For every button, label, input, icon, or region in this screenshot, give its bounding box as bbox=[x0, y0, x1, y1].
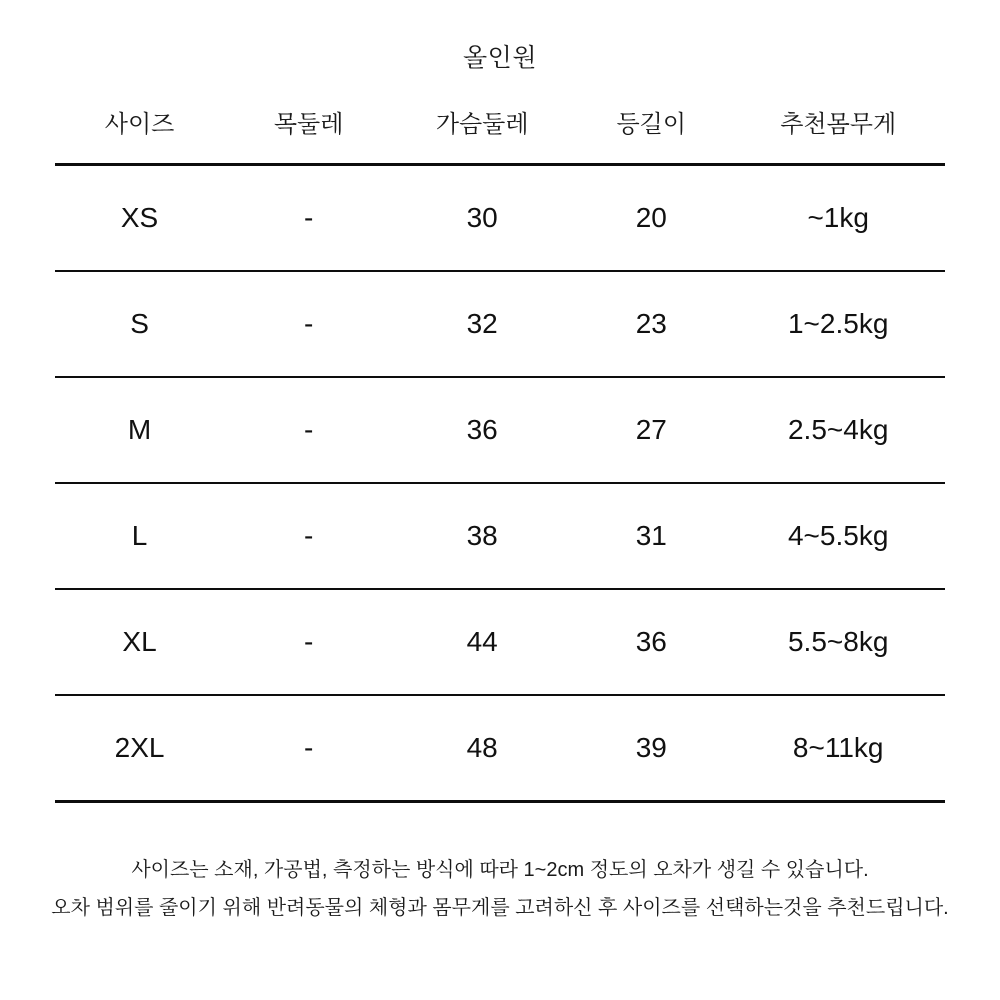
cell-chest: 36 bbox=[393, 377, 571, 483]
size-table bbox=[55, 98, 945, 803]
cell-chest: 48 bbox=[393, 695, 571, 802]
notes-section bbox=[0, 851, 1000, 927]
cell-back: 20 bbox=[571, 165, 731, 272]
table-row bbox=[55, 695, 945, 802]
cell-size: XL bbox=[55, 589, 224, 695]
cell-weight: ~1kg bbox=[731, 165, 945, 272]
cell-size: XS bbox=[55, 165, 224, 272]
cell-back: 39 bbox=[571, 695, 731, 802]
cell-weight: 2.5~4kg bbox=[731, 377, 945, 483]
column-header-neck: 목둘레 bbox=[224, 98, 393, 165]
cell-chest: 44 bbox=[393, 589, 571, 695]
cell-back: 31 bbox=[571, 483, 731, 589]
cell-back: 27 bbox=[571, 377, 731, 483]
cell-back: 23 bbox=[571, 271, 731, 377]
table-header bbox=[55, 98, 945, 165]
table-header-row bbox=[55, 98, 945, 165]
cell-weight: 1~2.5kg bbox=[731, 271, 945, 377]
cell-size: M bbox=[55, 377, 224, 483]
cell-neck: - bbox=[224, 695, 393, 802]
cell-weight: 5.5~8kg bbox=[731, 589, 945, 695]
cell-neck: - bbox=[224, 165, 393, 272]
column-header-weight: 추천몸무게 bbox=[731, 98, 945, 165]
cell-neck: - bbox=[224, 589, 393, 695]
cell-weight: 4~5.5kg bbox=[731, 483, 945, 589]
table-row bbox=[55, 377, 945, 483]
cell-back: 36 bbox=[571, 589, 731, 695]
table-body bbox=[55, 165, 945, 802]
cell-chest: 30 bbox=[393, 165, 571, 272]
column-header-back: 등길이 bbox=[571, 98, 731, 165]
column-header-chest: 가슴둘레 bbox=[393, 98, 571, 165]
cell-weight: 8~11kg bbox=[731, 695, 945, 802]
table-row bbox=[55, 165, 945, 272]
cell-size: L bbox=[55, 483, 224, 589]
page-title: 올인원 bbox=[463, 44, 537, 72]
cell-neck: - bbox=[224, 483, 393, 589]
note-line-1: 사이즈는 소재, 가공법, 측정하는 방식에 따라 1~2cm 정도의 오차가 생길 수 있습니다. bbox=[131, 859, 869, 881]
cell-size: 2XL bbox=[55, 695, 224, 802]
cell-chest: 38 bbox=[393, 483, 571, 589]
cell-chest: 32 bbox=[393, 271, 571, 377]
cell-neck: - bbox=[224, 271, 393, 377]
cell-neck: - bbox=[224, 377, 393, 483]
table-row bbox=[55, 589, 945, 695]
table-row bbox=[55, 483, 945, 589]
note-line-2: 오차 범위를 줄이기 위해 반려동물의 체형과 몸무게를 고려하신 후 사이즈를 선택하는것을 추천드립니다. bbox=[51, 897, 949, 919]
column-header-size: 사이즈 bbox=[55, 98, 224, 165]
table-row bbox=[55, 271, 945, 377]
size-table-container bbox=[55, 98, 945, 803]
cell-size: S bbox=[55, 271, 224, 377]
